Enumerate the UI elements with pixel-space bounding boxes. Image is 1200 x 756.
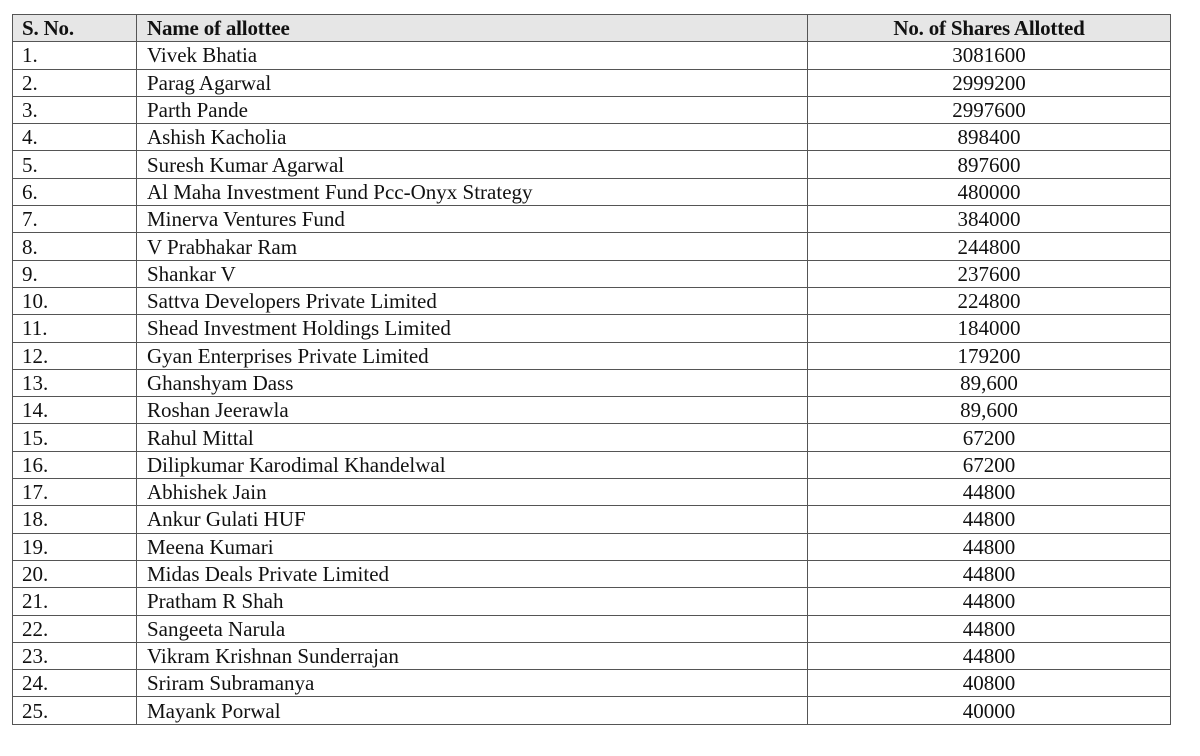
serial-number-cell: 10. [13,287,137,314]
shares-allotted-cell: 237600 [808,260,1171,287]
allottee-table-container [12,14,1170,725]
allottee-name-cell: Rahul Mittal [137,424,808,451]
serial-number-cell: 21. [13,588,137,615]
table-row [13,697,1171,724]
table-row [13,96,1171,123]
allottee-name-cell: Ankur Gulati HUF [137,506,808,533]
shares-allotted-cell: 3081600 [808,42,1171,69]
table-row [13,369,1171,396]
table-row [13,588,1171,615]
shares-allotted-cell: 244800 [808,233,1171,260]
allottee-name-cell: Sattva Developers Private Limited [137,287,808,314]
shares-allotted-cell: 898400 [808,124,1171,151]
shares-allotted-cell: 44800 [808,560,1171,587]
table-row [13,287,1171,314]
serial-number-cell: 17. [13,479,137,506]
shares-allotted-cell: 44800 [808,588,1171,615]
allottee-name-cell: Meena Kumari [137,533,808,560]
table-row [13,424,1171,451]
table-row [13,178,1171,205]
shares-allotted-cell: 40000 [808,697,1171,724]
allottee-name-cell: Parth Pande [137,96,808,123]
allottee-name-cell: Vivek Bhatia [137,42,808,69]
serial-number-cell: 9. [13,260,137,287]
serial-number-cell: 25. [13,697,137,724]
allottee-table [12,14,1171,725]
table-row [13,642,1171,669]
serial-number-cell: 22. [13,615,137,642]
allottee-name-cell: Suresh Kumar Agarwal [137,151,808,178]
serial-number-cell: 4. [13,124,137,151]
table-row [13,506,1171,533]
table-row [13,451,1171,478]
shares-allotted-cell: 67200 [808,451,1171,478]
shares-allotted-cell: 67200 [808,424,1171,451]
shares-allotted-cell: 2999200 [808,69,1171,96]
shares-allotted-cell: 89,600 [808,397,1171,424]
table-row [13,124,1171,151]
shares-allotted-cell: 2997600 [808,96,1171,123]
serial-number-cell: 23. [13,642,137,669]
shares-allotted-cell: 44800 [808,479,1171,506]
serial-number-cell: 15. [13,424,137,451]
allottee-name-cell: Shead Investment Holdings Limited [137,315,808,342]
table-row [13,560,1171,587]
header-serial-number: S. No. [13,15,137,42]
allottee-name-cell: Abhishek Jain [137,479,808,506]
allottee-name-cell: Dilipkumar Karodimal Khandelwal [137,451,808,478]
table-row [13,233,1171,260]
serial-number-cell: 20. [13,560,137,587]
allottee-name-cell: Mayank Porwal [137,697,808,724]
table-row [13,342,1171,369]
shares-allotted-cell: 40800 [808,670,1171,697]
table-row [13,397,1171,424]
table-row [13,151,1171,178]
serial-number-cell: 8. [13,233,137,260]
table-row [13,315,1171,342]
shares-allotted-cell: 179200 [808,342,1171,369]
serial-number-cell: 3. [13,96,137,123]
allottee-name-cell: Vikram Krishnan Sunderrajan [137,642,808,669]
table-row [13,260,1171,287]
serial-number-cell: 18. [13,506,137,533]
table-row [13,670,1171,697]
shares-allotted-cell: 224800 [808,287,1171,314]
allottee-name-cell: Gyan Enterprises Private Limited [137,342,808,369]
shares-allotted-cell: 184000 [808,315,1171,342]
allottee-name-cell: Sriram Subramanya [137,670,808,697]
table-row [13,69,1171,96]
header-allottee-name: Name of allottee [137,15,808,42]
allottee-name-cell: Sangeeta Narula [137,615,808,642]
allottee-name-cell: Parag Agarwal [137,69,808,96]
table-header [13,15,1171,42]
serial-number-cell: 19. [13,533,137,560]
serial-number-cell: 1. [13,42,137,69]
allottee-name-cell: Midas Deals Private Limited [137,560,808,587]
shares-allotted-cell: 480000 [808,178,1171,205]
shares-allotted-cell: 44800 [808,506,1171,533]
allottee-name-cell: Ghanshyam Dass [137,369,808,396]
serial-number-cell: 11. [13,315,137,342]
table-row [13,533,1171,560]
table-row [13,615,1171,642]
allottee-name-cell: Ashish Kacholia [137,124,808,151]
allottee-name-cell: Pratham R Shah [137,588,808,615]
table-row [13,479,1171,506]
serial-number-cell: 6. [13,178,137,205]
table-body [13,42,1171,724]
shares-allotted-cell: 384000 [808,206,1171,233]
allottee-name-cell: Roshan Jeerawla [137,397,808,424]
header-shares-allotted: No. of Shares Allotted [808,15,1171,42]
allottee-name-cell: Shankar V [137,260,808,287]
allottee-name-cell: Al Maha Investment Fund Pcc-Onyx Strategy [137,178,808,205]
table-row [13,42,1171,69]
serial-number-cell: 24. [13,670,137,697]
shares-allotted-cell: 89,600 [808,369,1171,396]
shares-allotted-cell: 44800 [808,615,1171,642]
serial-number-cell: 14. [13,397,137,424]
allottee-name-cell: Minerva Ventures Fund [137,206,808,233]
allottee-name-cell: V Prabhakar Ram [137,233,808,260]
shares-allotted-cell: 44800 [808,642,1171,669]
serial-number-cell: 7. [13,206,137,233]
shares-allotted-cell: 44800 [808,533,1171,560]
table-row [13,206,1171,233]
shares-allotted-cell: 897600 [808,151,1171,178]
serial-number-cell: 5. [13,151,137,178]
serial-number-cell: 13. [13,369,137,396]
serial-number-cell: 2. [13,69,137,96]
serial-number-cell: 12. [13,342,137,369]
serial-number-cell: 16. [13,451,137,478]
header-row [13,15,1171,42]
